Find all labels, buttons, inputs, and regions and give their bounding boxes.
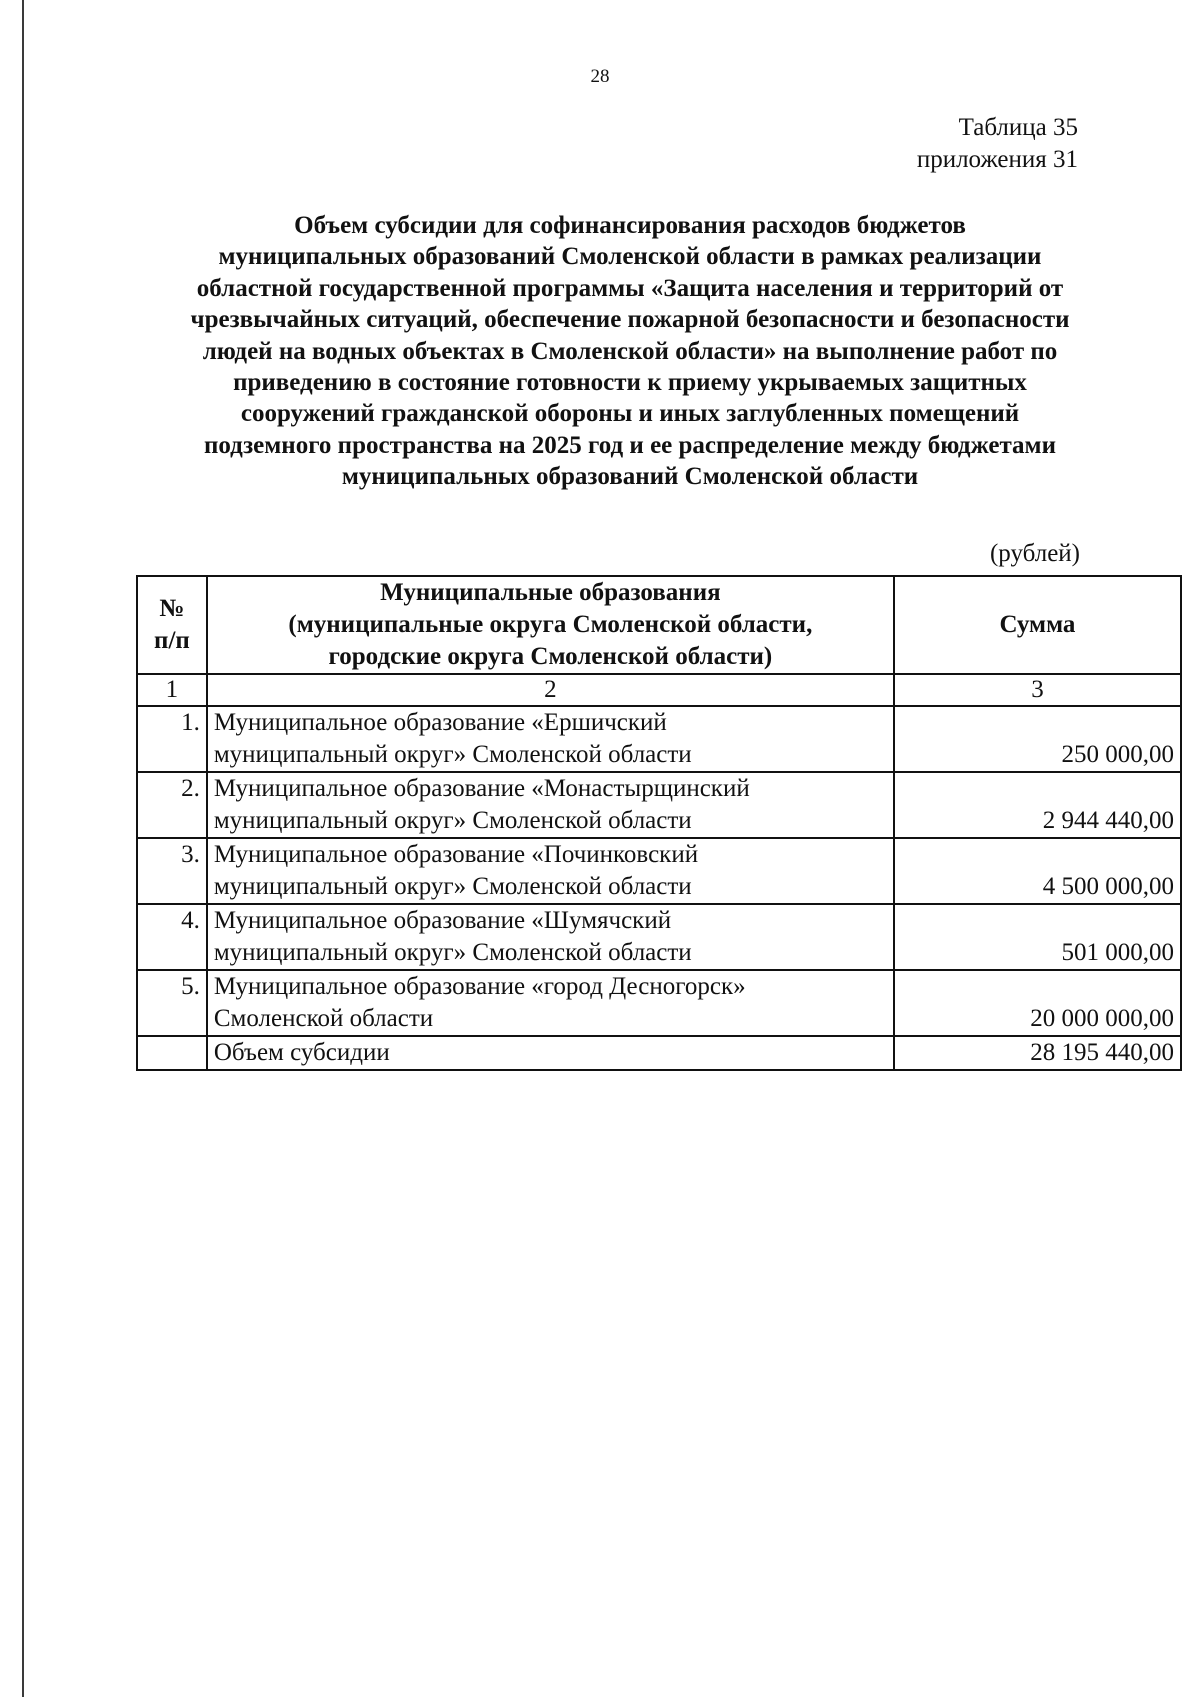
row-name-line: Муниципальное образование «Починковский	[213, 841, 699, 868]
table-header-row	[137, 576, 1181, 674]
row-name-line: Муниципальное образование «Монастырщинский	[213, 775, 750, 802]
total-sum: 28 195 440,00	[894, 1036, 1181, 1070]
total-row	[137, 1036, 1181, 1070]
total-label: Объем субсидии	[207, 1036, 894, 1070]
row-name-line: Муниципальное образование «Шумячский	[213, 907, 672, 934]
header-num	[137, 576, 207, 674]
table-ref-line1: Таблица 35	[958, 114, 1078, 141]
title-line: Объем субсидии для софинансирования расходов бюджетов	[294, 212, 966, 239]
column-number-row	[137, 674, 1181, 706]
title-line: приведению в состояние готовности к приему укрываемых защитных	[233, 369, 1027, 397]
row-name-line: муниципальный округ» Смоленской области	[213, 741, 692, 768]
title-line: сооружений гражданской обороны и иных заглубленных помещений	[240, 400, 1020, 428]
header-name	[207, 576, 894, 674]
row-name	[207, 772, 894, 838]
table-ref-line2: приложения 31	[916, 146, 1078, 173]
header-num-line2: п/п	[154, 627, 190, 654]
title-line: муниципальных образований Смоленской области	[341, 463, 919, 491]
page-number: 28	[590, 66, 610, 87]
table-row	[137, 706, 1181, 772]
column-number: 3	[894, 674, 1181, 706]
subsidy-table	[136, 575, 1182, 1071]
total-num-empty	[137, 1036, 207, 1070]
row-sum: 20 000 000,00	[894, 970, 1181, 1036]
row-number: 1.	[137, 706, 207, 772]
row-sum: 250 000,00	[894, 706, 1181, 772]
title-line: подземного пространства на 2025 год и ее распределение между бюджетами	[203, 431, 1056, 459]
table-row	[137, 970, 1181, 1036]
row-name	[207, 970, 894, 1036]
scan-edge-line	[22, 0, 24, 1697]
column-number: 2	[207, 674, 894, 706]
header-name-line: (муниципальные округа Смоленской области,	[288, 611, 813, 638]
row-name-line: муниципальный округ» Смоленской области	[213, 873, 692, 900]
row-sum: 501 000,00	[894, 904, 1181, 970]
row-sum: 4 500 000,00	[894, 838, 1181, 904]
row-number: 2.	[137, 772, 207, 838]
row-name-line: Муниципальное образование «город Десногорск»	[213, 973, 746, 1000]
table-row	[137, 838, 1181, 904]
row-name-line: Смоленской области	[213, 1005, 434, 1032]
row-number: 4.	[137, 904, 207, 970]
row-name-line: муниципальный округ» Смоленской области	[213, 939, 692, 966]
header-name-line: Муниципальные образования	[380, 579, 721, 606]
document-title	[130, 210, 1130, 493]
row-name	[207, 838, 894, 904]
table-reference	[917, 112, 1078, 176]
title-line: чрезвычайных ситуаций, обеспечение пожарной безопасности и безопасности	[190, 306, 1070, 334]
header-name-line: городские округа Смоленской области)	[328, 643, 773, 670]
title-line: муниципальных образований Смоленской области в рамках реализации	[218, 243, 1042, 271]
row-name	[207, 706, 894, 772]
row-name	[207, 904, 894, 970]
row-name-line: муниципальный округ» Смоленской области	[213, 807, 692, 834]
header-num-line1: №	[159, 595, 185, 622]
row-sum: 2 944 440,00	[894, 772, 1181, 838]
row-number: 5.	[137, 970, 207, 1036]
title-line: областной государственной программы «Защита населения и территорий от	[196, 274, 1064, 302]
units-label: (рублей)	[989, 540, 1080, 567]
table-row	[137, 904, 1181, 970]
row-name-line: Муниципальное образование «Ершичский	[213, 709, 667, 736]
table-row	[137, 772, 1181, 838]
title-line: людей на водных объектах в Смоленской области» на выполнение работ по	[202, 337, 1058, 365]
row-number: 3.	[137, 838, 207, 904]
header-sum: Сумма	[894, 576, 1181, 674]
column-number: 1	[137, 674, 207, 706]
